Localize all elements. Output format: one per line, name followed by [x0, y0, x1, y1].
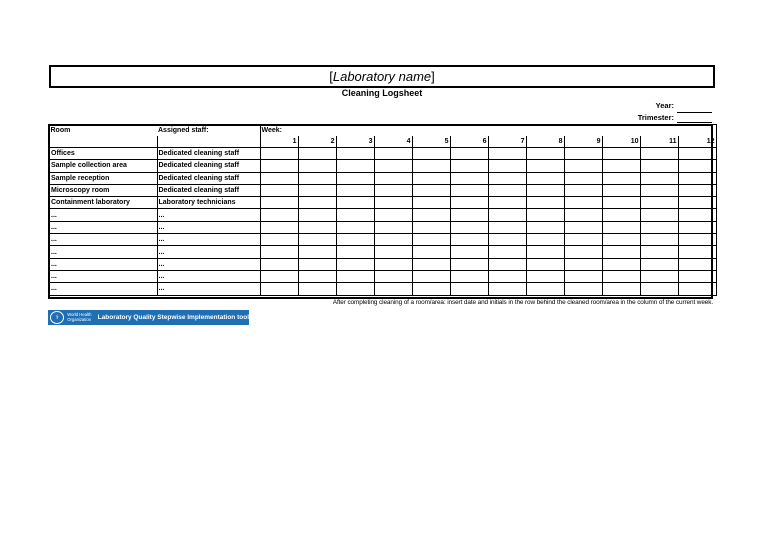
week-entry-cell[interactable]: [602, 184, 640, 196]
staff-cell: ...: [157, 283, 260, 295]
week-number: 5: [412, 136, 450, 148]
week-entry-cell[interactable]: [678, 234, 716, 246]
week-entry-cell[interactable]: [298, 221, 336, 233]
week-entry-cell[interactable]: [526, 270, 564, 282]
week-entry-cell[interactable]: [564, 184, 602, 196]
week-entry-cell[interactable]: [374, 234, 412, 246]
who-org-name: World Health Organization: [67, 311, 92, 322]
week-number: 4: [374, 136, 412, 148]
week-entry-cell[interactable]: [602, 270, 640, 282]
week-entry-cell[interactable]: [678, 246, 716, 258]
week-entry-cell[interactable]: [640, 283, 678, 295]
week-entry-cell[interactable]: [564, 209, 602, 221]
week-entry-cell[interactable]: [336, 209, 374, 221]
staff-cell: Laboratory technicians: [157, 197, 260, 209]
table-row: [49, 283, 716, 295]
week-entry-cell[interactable]: [298, 270, 336, 282]
week-entry-cell[interactable]: [678, 209, 716, 221]
week-entry-cell[interactable]: [412, 184, 450, 196]
who-footer-bar: [48, 310, 249, 325]
week-entry-cell[interactable]: [678, 172, 716, 184]
week-entry-cell[interactable]: [298, 209, 336, 221]
week-entry-cell[interactable]: [450, 234, 488, 246]
tool-name: Laboratory Quality Stepwise Implementation tool: [97, 314, 249, 321]
week-entry-cell[interactable]: [640, 184, 678, 196]
week-entry-cell[interactable]: [564, 283, 602, 295]
room-cell: ...: [49, 283, 157, 295]
week-number-row: [49, 136, 716, 148]
week-entry-cell[interactable]: [450, 160, 488, 172]
lab-name-title: [49, 65, 715, 88]
week-entry-cell[interactable]: [678, 184, 716, 196]
instruction-footnote: After completing cleaning of a room/area: insert date and initials in the row behind the cleaned room/area in the column of the current week.: [332, 299, 713, 306]
week-entry-cell[interactable]: [374, 258, 412, 270]
week-entry-cell[interactable]: [640, 246, 678, 258]
staff-cell: ...: [157, 234, 260, 246]
week-entry-cell[interactable]: [336, 258, 374, 270]
week-entry-cell[interactable]: [488, 209, 526, 221]
week-entry-cell[interactable]: [602, 197, 640, 209]
week-entry-cell[interactable]: [260, 270, 298, 282]
week-entry-cell[interactable]: [526, 234, 564, 246]
week-entry-cell[interactable]: [374, 270, 412, 282]
staff-cell: Dedicated cleaning staff: [157, 172, 260, 184]
week-entry-cell[interactable]: [602, 160, 640, 172]
week-entry-cell[interactable]: [450, 270, 488, 282]
table-row: [49, 234, 716, 246]
table-row: [49, 258, 716, 270]
week-entry-cell[interactable]: [488, 283, 526, 295]
week-entry-cell[interactable]: [412, 270, 450, 282]
week-entry-cell[interactable]: [336, 234, 374, 246]
week-entry-cell[interactable]: [678, 221, 716, 233]
week-number: 6: [450, 136, 488, 148]
week-entry-cell[interactable]: [260, 209, 298, 221]
staff-cell: Dedicated cleaning staff: [157, 148, 260, 160]
week-entry-cell[interactable]: [336, 270, 374, 282]
table-row: [49, 221, 716, 233]
week-entry-cell[interactable]: [640, 209, 678, 221]
bracket-open: [: [329, 69, 333, 84]
week-entry-cell[interactable]: [412, 258, 450, 270]
week-entry-cell[interactable]: [260, 234, 298, 246]
staff-header-spacer: [157, 136, 260, 148]
week-number: 8: [526, 136, 564, 148]
week-entry-cell[interactable]: [412, 234, 450, 246]
week-entry-cell[interactable]: [374, 209, 412, 221]
week-entry-cell[interactable]: [450, 148, 488, 160]
week-entry-cell[interactable]: [260, 148, 298, 160]
week-entry-cell[interactable]: [298, 160, 336, 172]
week-entry-cell[interactable]: [374, 283, 412, 295]
staff-cell: ...: [157, 246, 260, 258]
staff-cell: ...: [157, 209, 260, 221]
week-entry-cell[interactable]: [374, 184, 412, 196]
staff-cell: ...: [157, 270, 260, 282]
week-number: 9: [564, 136, 602, 148]
week-entry-cell[interactable]: [374, 172, 412, 184]
week-entry-cell[interactable]: [374, 246, 412, 258]
lab-name-text: Laboratory name: [332, 69, 432, 84]
week-entry-cell[interactable]: [678, 270, 716, 282]
week-entry-cell[interactable]: [678, 160, 716, 172]
week-entry-cell[interactable]: [602, 246, 640, 258]
week-number: 10: [602, 136, 640, 148]
week-entry-cell[interactable]: [450, 209, 488, 221]
week-entry-cell[interactable]: [260, 246, 298, 258]
week-entry-cell[interactable]: [526, 221, 564, 233]
trimester-label: Trimester:: [637, 113, 674, 122]
week-entry-cell[interactable]: [526, 246, 564, 258]
room-cell: Sample reception: [49, 172, 157, 184]
week-entry-cell[interactable]: [298, 184, 336, 196]
week-entry-cell[interactable]: [336, 184, 374, 196]
week-entry-cell[interactable]: [526, 258, 564, 270]
week-entry-cell[interactable]: [602, 234, 640, 246]
week-entry-cell[interactable]: [488, 197, 526, 209]
week-entry-cell[interactable]: [450, 197, 488, 209]
week-entry-cell[interactable]: [640, 270, 678, 282]
week-entry-cell[interactable]: [526, 148, 564, 160]
room-cell: ...: [49, 234, 157, 246]
week-entry-cell[interactable]: [602, 221, 640, 233]
week-entry-cell[interactable]: [374, 197, 412, 209]
week-entry-cell[interactable]: [412, 197, 450, 209]
week-entry-cell[interactable]: [640, 197, 678, 209]
week-entry-cell[interactable]: [336, 148, 374, 160]
week-number: 12: [678, 136, 716, 148]
week-entry-cell[interactable]: [488, 234, 526, 246]
room-header-spacer: [49, 136, 157, 148]
week-entry-cell[interactable]: [336, 246, 374, 258]
week-number: 2: [298, 136, 336, 148]
table-row: [49, 197, 716, 209]
week-entry-cell[interactable]: [412, 172, 450, 184]
room-cell: ...: [49, 258, 157, 270]
week-entry-cell[interactable]: [564, 270, 602, 282]
week-entry-cell[interactable]: [298, 283, 336, 295]
year-field[interactable]: [677, 112, 712, 113]
week-entry-cell[interactable]: [640, 148, 678, 160]
week-entry-cell[interactable]: [412, 221, 450, 233]
week-entry-cell[interactable]: [564, 258, 602, 270]
week-entry-cell[interactable]: [260, 172, 298, 184]
week-entry-cell[interactable]: [488, 246, 526, 258]
week-entry-cell[interactable]: [260, 283, 298, 295]
week-entry-cell[interactable]: [260, 197, 298, 209]
week-entry-cell[interactable]: [450, 283, 488, 295]
staff-header: Assigned staff:: [157, 125, 260, 137]
week-entry-cell[interactable]: [526, 283, 564, 295]
week-entry-cell[interactable]: [450, 258, 488, 270]
week-entry-cell[interactable]: [602, 258, 640, 270]
table-row: [49, 148, 716, 160]
week-entry-cell[interactable]: [678, 283, 716, 295]
week-number: 1: [260, 136, 298, 148]
room-cell: Sample collection area: [49, 160, 157, 172]
table-row: [49, 184, 716, 196]
week-entry-cell[interactable]: [526, 184, 564, 196]
week-entry-cell[interactable]: [488, 258, 526, 270]
week-entry-cell[interactable]: [488, 184, 526, 196]
table-row: [49, 270, 716, 282]
week-entry-cell[interactable]: [602, 148, 640, 160]
week-entry-cell[interactable]: [412, 160, 450, 172]
week-number: 11: [640, 136, 678, 148]
week-entry-cell[interactable]: [564, 197, 602, 209]
week-entry-cell[interactable]: [336, 160, 374, 172]
room-cell: Offices: [49, 148, 157, 160]
logsheet-subtitle: Cleaning Logsheet: [341, 88, 423, 98]
staff-cell: Dedicated cleaning staff: [157, 160, 260, 172]
week-entry-cell[interactable]: [564, 246, 602, 258]
trimester-field[interactable]: [677, 122, 712, 123]
cleaning-log-table: [48, 124, 717, 296]
table-row: [49, 209, 716, 221]
week-entry-cell[interactable]: [488, 160, 526, 172]
table-row: [49, 246, 716, 258]
week-entry-cell[interactable]: [450, 221, 488, 233]
week-entry-cell[interactable]: [488, 172, 526, 184]
week-entry-cell[interactable]: [412, 209, 450, 221]
week-entry-cell[interactable]: [526, 209, 564, 221]
table-row: [49, 172, 716, 184]
week-entry-cell[interactable]: [374, 148, 412, 160]
room-header: Room: [49, 125, 157, 137]
week-entry-cell[interactable]: [564, 221, 602, 233]
staff-cell: ...: [157, 221, 260, 233]
week-entry-cell[interactable]: [450, 184, 488, 196]
week-entry-cell[interactable]: [640, 172, 678, 184]
week-entry-cell[interactable]: [298, 246, 336, 258]
week-entry-cell[interactable]: [678, 148, 716, 160]
week-entry-cell[interactable]: [640, 258, 678, 270]
who-emblem-icon: ⚕: [50, 311, 64, 324]
week-entry-cell[interactable]: [640, 234, 678, 246]
room-cell: ...: [49, 270, 157, 282]
room-cell: Containment laboratory: [49, 197, 157, 209]
week-entry-cell[interactable]: [564, 172, 602, 184]
week-entry-cell[interactable]: [298, 172, 336, 184]
log-body: [49, 148, 716, 296]
week-header: Week:: [260, 125, 716, 137]
header-row: [49, 125, 716, 137]
week-entry-cell[interactable]: [412, 148, 450, 160]
week-entry-cell[interactable]: [602, 283, 640, 295]
week-entry-cell[interactable]: [298, 258, 336, 270]
week-entry-cell[interactable]: [678, 258, 716, 270]
week-entry-cell[interactable]: [602, 209, 640, 221]
table-row: [49, 160, 716, 172]
week-entry-cell[interactable]: [526, 160, 564, 172]
week-entry-cell[interactable]: [412, 246, 450, 258]
room-cell: ...: [49, 221, 157, 233]
week-entry-cell[interactable]: [336, 283, 374, 295]
week-entry-cell[interactable]: [260, 258, 298, 270]
week-entry-cell[interactable]: [336, 221, 374, 233]
week-entry-cell[interactable]: [260, 221, 298, 233]
week-entry-cell[interactable]: [564, 160, 602, 172]
week-entry-cell[interactable]: [412, 283, 450, 295]
room-cell: ...: [49, 209, 157, 221]
week-entry-cell[interactable]: [374, 160, 412, 172]
week-entry-cell[interactable]: [450, 246, 488, 258]
week-entry-cell[interactable]: [488, 270, 526, 282]
week-number: 3: [336, 136, 374, 148]
week-entry-cell[interactable]: [336, 172, 374, 184]
week-entry-cell[interactable]: [526, 197, 564, 209]
staff-cell: Dedicated cleaning staff: [157, 184, 260, 196]
week-entry-cell[interactable]: [260, 160, 298, 172]
week-entry-cell[interactable]: [336, 197, 374, 209]
week-entry-cell[interactable]: [564, 148, 602, 160]
week-entry-cell[interactable]: [640, 160, 678, 172]
week-entry-cell[interactable]: [640, 221, 678, 233]
bracket-close: ]: [431, 69, 435, 84]
room-cell: ...: [49, 246, 157, 258]
week-entry-cell[interactable]: [298, 197, 336, 209]
week-entry-cell[interactable]: [450, 172, 488, 184]
staff-cell: ...: [157, 258, 260, 270]
week-number: 7: [488, 136, 526, 148]
week-entry-cell[interactable]: [488, 148, 526, 160]
week-entry-cell[interactable]: [526, 172, 564, 184]
week-entry-cell[interactable]: [678, 197, 716, 209]
week-entry-cell[interactable]: [564, 234, 602, 246]
week-entry-cell[interactable]: [488, 221, 526, 233]
year-label: Year:: [655, 101, 674, 110]
week-entry-cell[interactable]: [298, 148, 336, 160]
week-entry-cell[interactable]: [298, 234, 336, 246]
room-cell: Microscopy room: [49, 184, 157, 196]
week-entry-cell[interactable]: [602, 172, 640, 184]
week-entry-cell[interactable]: [260, 184, 298, 196]
week-entry-cell[interactable]: [374, 221, 412, 233]
